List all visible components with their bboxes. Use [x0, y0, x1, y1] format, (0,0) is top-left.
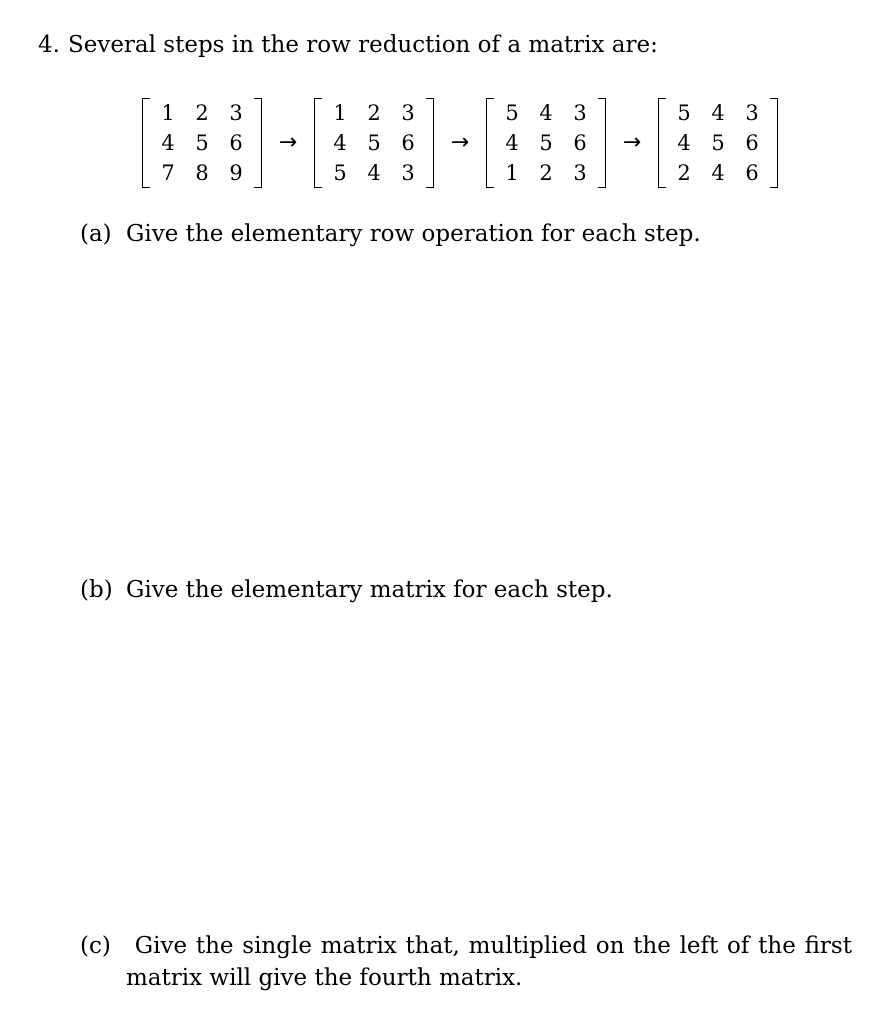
matrix-cell: 2 [367, 101, 381, 125]
part-a-text: Give the elementary row operation for each step. [126, 221, 701, 247]
part-c-word: on [595, 933, 625, 959]
part-c-word: left [679, 933, 719, 959]
problem-title [38, 30, 658, 60]
matrix-cell: 5 [333, 161, 347, 185]
part-c-word: multiplied [468, 933, 587, 959]
part-c-word: single [242, 933, 312, 959]
part-c-word: of [727, 933, 750, 959]
left-bracket [486, 98, 494, 188]
part-b-label: (b) [80, 577, 113, 603]
left-bracket [142, 98, 150, 188]
right-arrow-icon: → [622, 130, 642, 155]
left-bracket [658, 98, 666, 188]
matrix-cell: 3 [401, 161, 415, 185]
part-c-word: the [758, 933, 796, 959]
right-arrow-icon: → [278, 130, 298, 155]
problem-number: 4. [38, 32, 60, 58]
matrix-cell: 5 [195, 131, 209, 155]
matrix-cell: 2 [539, 161, 553, 185]
part-c-word: that, [405, 933, 460, 959]
matrix-cell: 4 [677, 131, 691, 155]
part-a [80, 218, 701, 250]
matrix-cell: 5 [367, 131, 381, 155]
matrix-cell: 4 [711, 161, 725, 185]
matrix-4 [658, 98, 778, 188]
matrix-cell: 4 [333, 131, 347, 155]
matrix-cell: 4 [711, 101, 725, 125]
part-c [80, 930, 852, 994]
part-b-text: Give the elementary matrix for each step. [126, 577, 613, 603]
part-c-line-2: matrix will give the fourth matrix. [126, 965, 523, 991]
matrix-2 [314, 98, 434, 188]
matrix-cell: 3 [229, 101, 243, 125]
part-c-line-1 [80, 930, 852, 962]
matrix-1 [142, 98, 262, 188]
matrix-cell: 3 [745, 101, 759, 125]
matrix-cell: 6 [745, 161, 759, 185]
matrix-cell: 5 [711, 131, 725, 155]
matrix-cell: 3 [401, 101, 415, 125]
right-bracket [426, 98, 434, 188]
part-c-word: matrix [320, 933, 397, 959]
matrix-cell: 5 [505, 101, 519, 125]
matrix-cell: 3 [573, 101, 587, 125]
matrix-cell: 6 [401, 131, 415, 155]
matrix-3 [486, 98, 606, 188]
matrix-cell: 6 [745, 131, 759, 155]
matrix-cell: 4 [505, 131, 519, 155]
matrix-cell: 6 [229, 131, 243, 155]
matrix-cell: 1 [505, 161, 519, 185]
part-c-word: first [804, 933, 852, 959]
part-c-word: the [195, 933, 234, 959]
right-arrow-icon: → [450, 130, 470, 155]
left-bracket [314, 98, 322, 188]
right-bracket [598, 98, 606, 188]
matrix-cell: 2 [677, 161, 691, 185]
matrix-cell: 4 [367, 161, 381, 185]
matrix-cell: 4 [161, 131, 175, 155]
matrix-cell: 1 [161, 101, 175, 125]
part-b [80, 574, 613, 606]
part-c-word: Give [134, 933, 188, 959]
part-c-word: the [633, 933, 671, 959]
right-bracket [770, 98, 778, 188]
matrix-cell: 8 [195, 161, 209, 185]
matrix-cell: 9 [229, 161, 243, 185]
matrix-cell: 3 [573, 161, 587, 185]
problem-statement: Several steps in the row reduction of a matrix are: [67, 32, 658, 58]
part-c-label: (c) [80, 933, 111, 959]
matrix-cell: 1 [333, 101, 347, 125]
right-bracket [254, 98, 262, 188]
matrix-cell: 5 [539, 131, 553, 155]
matrix-sequence [142, 98, 778, 188]
matrix-cell: 5 [677, 101, 691, 125]
matrix-cell: 2 [195, 101, 209, 125]
matrix-cell: 7 [161, 161, 175, 185]
part-a-label: (a) [80, 221, 112, 247]
matrix-cell: 4 [539, 101, 553, 125]
matrix-cell: 6 [573, 131, 587, 155]
